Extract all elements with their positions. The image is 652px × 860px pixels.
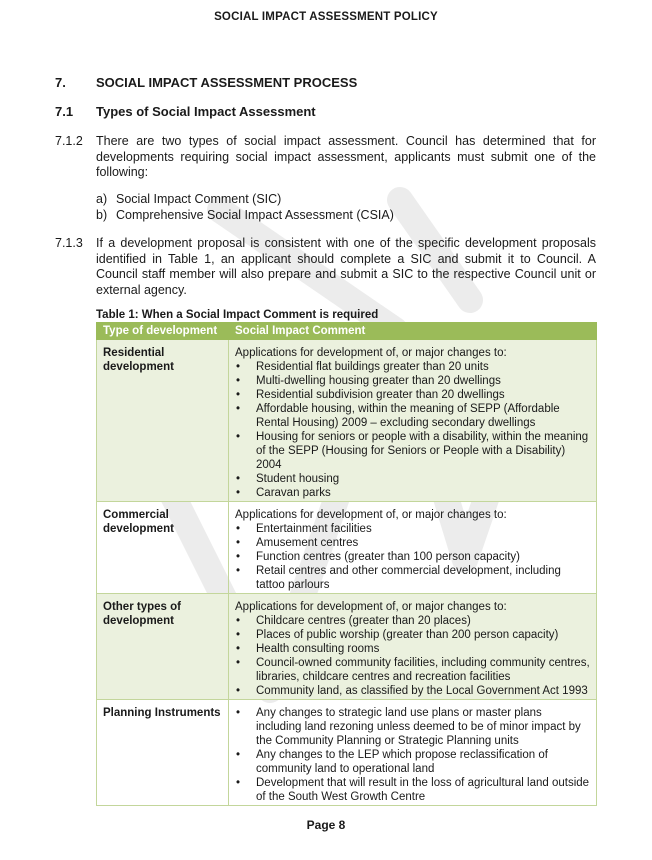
list-item: • Development that will result in the loss of agricultural land outside of the South West Growth Centre xyxy=(235,776,590,804)
list-item: a) Social Impact Comment (SIC) xyxy=(96,192,282,206)
paragraph-number: 7.1.2 xyxy=(55,134,83,148)
subsection-title: Types of Social Impact Assessment xyxy=(96,104,316,119)
paragraph-text: If a development proposal is consistent with one of the specific development proposals identified in Table 1, an applicant should complete a SIC and submit it to Council. A Council staff member will also prepare and submit a SIC to the respective Council unit or external agency. xyxy=(96,236,596,297)
section-number: 7. xyxy=(55,75,66,90)
column-header-comment: Social Impact Comment xyxy=(229,323,597,340)
list-item: • Function centres (greater than 100 person capacity) xyxy=(235,550,590,564)
table-row xyxy=(97,340,597,502)
page-header: SOCIAL IMPACT ASSESSMENT POLICY xyxy=(214,11,438,23)
section-title: SOCIAL IMPACT ASSESSMENT PROCESS xyxy=(96,75,358,90)
row-type-commercial: Commercial development xyxy=(97,502,229,594)
list-item: • Any changes to strategic land use plans or master plans including land rezoning unless deemed to be of minor impact by the Community Planning or Strategic Planning units xyxy=(235,706,590,748)
list-item: • Entertainment facilities xyxy=(235,522,590,536)
assessment-types-list xyxy=(96,192,394,223)
list-item: • Housing for seniors or people with a disability, within the meaning of the SEPP (Housing for Seniors or People with a Disability) 2004 xyxy=(235,430,590,472)
sic-requirements-table xyxy=(96,322,597,806)
page-number: Page 8 xyxy=(306,818,346,832)
list-item: b) Comprehensive Social Impact Assessment (CSIA) xyxy=(96,207,394,222)
paragraph-text: There are two types of social impact assessment. Council has determined that for developments requiring social impact assessment, applicants must submit one of the following: xyxy=(96,134,596,179)
list-item: • Health consulting rooms xyxy=(235,642,590,656)
list-item: • Residential flat buildings greater than 20 units xyxy=(235,360,590,374)
list-item: • Community land, as classified by the Local Government Act 1993 xyxy=(235,684,590,698)
table-caption: Table 1: When a Social Impact Comment is required xyxy=(96,309,379,321)
subsection-number: 7.1 xyxy=(55,104,74,119)
row-type-other: Other types of development xyxy=(97,594,229,700)
list-item: • Caravan parks xyxy=(235,486,590,500)
row-type-planning: Planning Instruments xyxy=(97,700,229,806)
list-item: • Council-owned community facilities, including community centres, libraries, childcare centres and recreation facilities xyxy=(235,656,590,684)
list-item: • Amusement centres xyxy=(235,536,590,550)
column-header-type: Type of development xyxy=(97,323,229,340)
list-item: • Retail centres and other commercial development, including tattoo parlours xyxy=(235,564,590,592)
table-header-row xyxy=(97,323,597,340)
row-comment xyxy=(229,700,597,806)
list-item: • Childcare centres (greater than 20 places) xyxy=(235,614,590,628)
list-item: • Affordable housing, within the meaning of SEPP (Affordable Rental Housing) 2009 – excluding secondary dwellings xyxy=(235,402,590,430)
list-item: • Residential subdivision greater than 20 dwellings xyxy=(235,388,590,402)
list-item: • Any changes to the LEP which propose reclassification of community land to operational land xyxy=(235,748,590,776)
list-item: • Student housing xyxy=(235,472,590,486)
list-item: • Multi-dwelling housing greater than 20 dwellings xyxy=(235,374,590,388)
row-comment: Applications for development of, or major changes to: • Childcare centres (greater than 20 places) • Places of public worship (greater than 200 person capacity) • Health consulting rooms • Council-owned community facilities, including community centres, libraries, childcare centres and recreation facilities • Community land, as classified by the Local Government Act 1993 xyxy=(229,594,597,700)
list-item: • Places of public worship (greater than 200 person capacity) xyxy=(235,628,590,642)
table-row xyxy=(97,502,597,594)
table-row xyxy=(97,700,597,806)
paragraph-number: 7.1.3 xyxy=(55,236,83,250)
row-type-residential: Residential development xyxy=(97,340,229,502)
table-row xyxy=(97,594,597,700)
row-comment: Applications for development of, or major changes to: • Entertainment facilities • Amusement centres • Function centres (greater than 100 person capacity) • Retail centres and other commercial development, including tattoo parlours xyxy=(229,502,597,594)
row-comment: Applications for development of, or major changes to: • Residential flat buildings greater than 20 units • Multi-dwelling housing greater than 20 dwellings • Residential subdivision greater than 20 dwellings • Affordable housing, within the meaning of SEPP (Affordable Rental Housing) 2009 – excluding secondary dwellings • Housing for seniors or people with a disability, within the meaning of the SEPP (Housing for Seniors or People with a Disability) 2004 • Student housing • Caravan parks xyxy=(229,340,597,502)
